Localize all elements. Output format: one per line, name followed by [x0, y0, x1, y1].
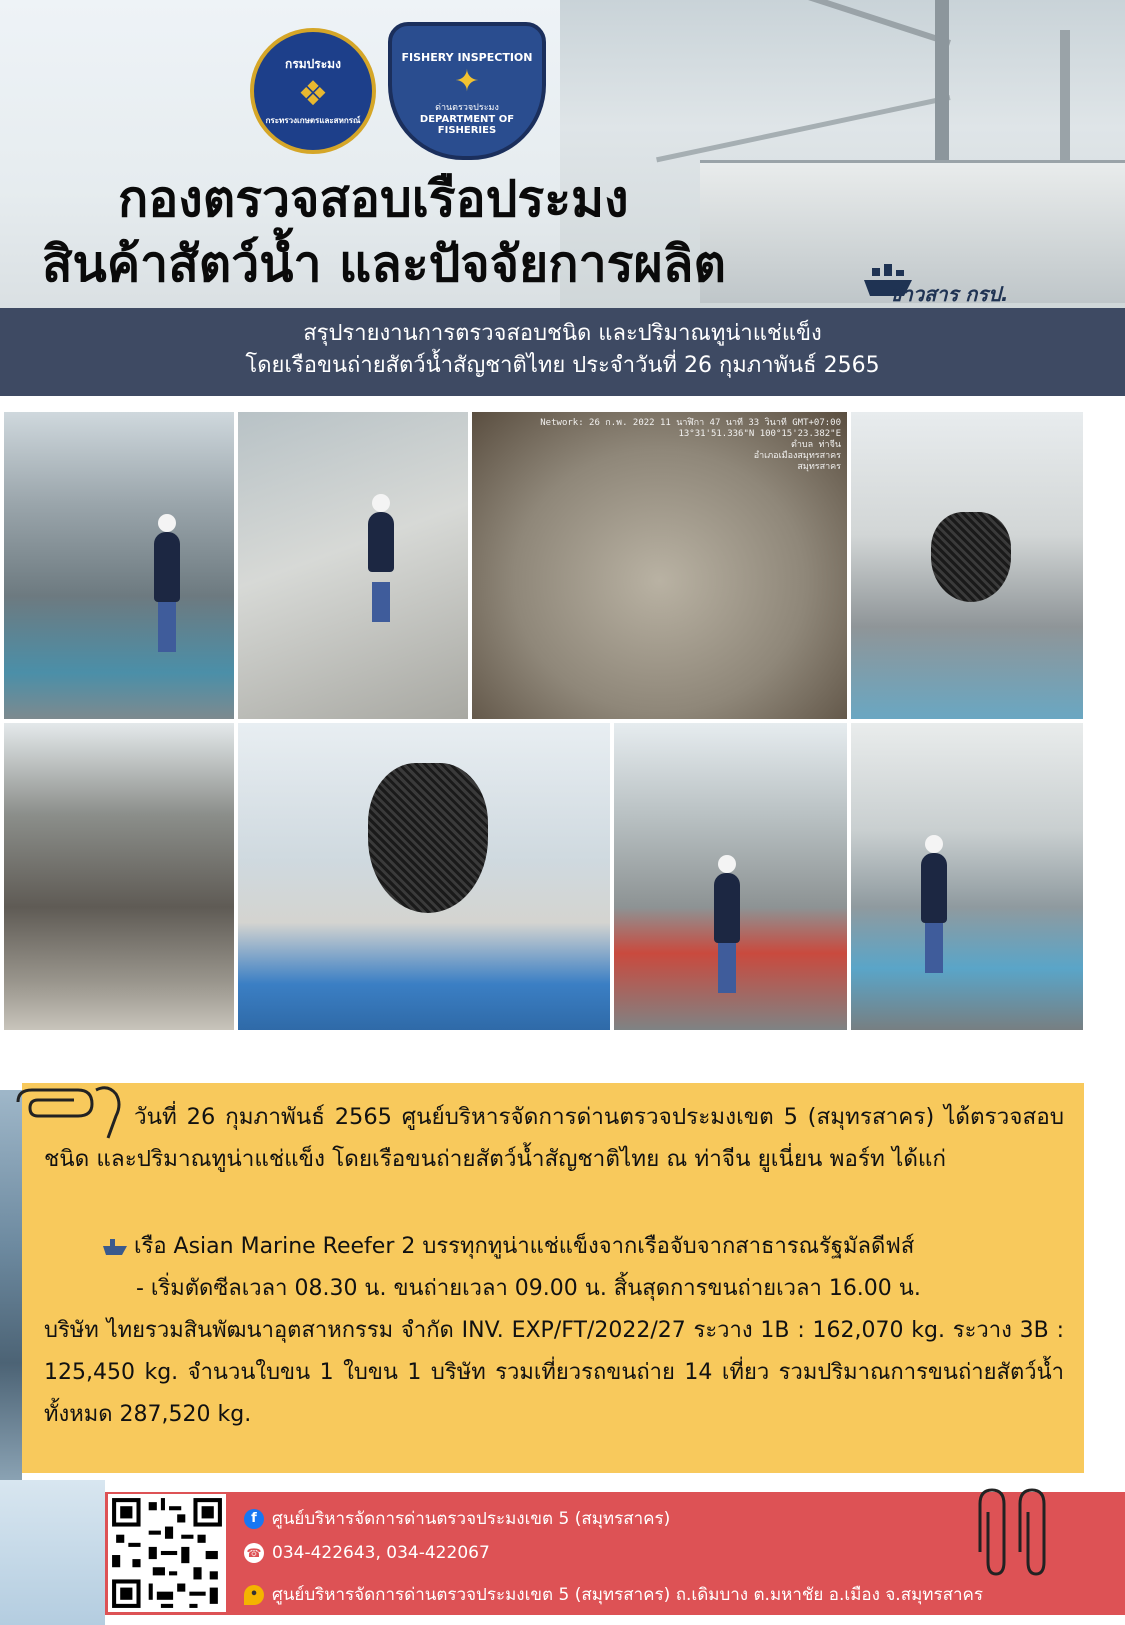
page-title-line-1: กองตรวจสอบเรือประมง [118, 170, 629, 228]
location-pin-icon: • [244, 1585, 264, 1605]
photo-tuna-net-unloading [851, 412, 1083, 719]
banner-line-2: โดยเรือขนถ่ายสัตว์น้ำสัญชาติไทย ประจำวันที่ 26 กุมภาพันธ์ 2565 [245, 353, 880, 378]
cargo-details: บริษัท ไทยรวมสินพัฒนาอุตสาหกรรม จำกัด INV. EXP/FT/2022/27 ระวาง 1B : 162,070 kg. ระวาง 3B : 125,450 kg. จำนวนใบขน 1 ใบขน 1 บริษัท รวมเที่ยวรถขนถ่าย 14 เที่ยว รวมปริมาณการขนถ่ายสัตว์น้ำทั้งหมด 287,520 kg. [44, 1318, 1064, 1427]
address-contact[interactable] [244, 1581, 983, 1608]
side-port-scene [0, 1090, 22, 1480]
summary-banner [0, 308, 1125, 396]
footer-side-image [0, 1480, 105, 1625]
phone-contact[interactable] [244, 1543, 490, 1563]
fishery-inspection-logo [388, 22, 546, 160]
facebook-text: ศูนย์บริหารจัดการด่านตรวจประมงเขต 5 (สมุทรสาคร) [272, 1509, 671, 1529]
photo-gps-stamp: Network: 26 ก.พ. 2022 11 นาฬิกา 47 นาที 33 วินาที GMT+07:00 13°31'51.336"N 100°15'23.382"E ตำบล ท่าจีน อำเภอเมืองสมุทรสาคร สมุทรสาคร [540, 418, 841, 472]
phone-icon: ☎ [244, 1543, 264, 1563]
logo-middle-text: ด่านตรวจประมง [435, 102, 499, 113]
emblem-icon: ❖ [297, 74, 329, 114]
logo-bottom-text: กระทรวงเกษตรและสหกรณ์ [265, 116, 361, 125]
photo-net-over-truck [238, 723, 610, 1030]
vessel-line-text: เรือ Asian Marine Reefer 2 บรรทุกทูน่าแช่แข็งจากเรือจับจากสาธารณรัฐมัลดีฟส์ [134, 1234, 915, 1259]
report-paragraph-1 [44, 1096, 1064, 1180]
photo-inspector-deck [238, 412, 468, 719]
inspector-figure [714, 873, 740, 943]
photo-frozen-tuna-hold [472, 412, 847, 719]
photo-inspector-pipe [851, 723, 1083, 1030]
logo-bottom-text: DEPARTMENT OF FISHERIES [419, 113, 515, 136]
report-paragraph-1-text: วันที่ 26 กุมภาพันธ์ 2565 ศูนย์บริหารจัดการด่านตรวจประมงเขต 5 (สมุทรสาคร) ได้ตรวจสอบชนิด และปริมาณทูน่าแช่แข็ง โดยเรือขนถ่ายสัตว์น้ำสัญชาติไทย ณ ท่าจีน ยูเนี่ยน พอร์ท ได้แก่ [44, 1104, 1064, 1172]
tuna-net [931, 512, 1011, 602]
page-title-line-2: สินค้าสัตว์น้ำ และปัจจัยการผลิต [42, 235, 726, 293]
department-of-fisheries-logo [250, 28, 376, 154]
photo-inspector-sealing [4, 412, 234, 719]
tuna-net [368, 763, 488, 913]
timing-line: - เริ่มตัดซีลเวลา 08.30 น. ขนถ่ายเวลา 09.00 น. สิ้นสุดการขนถ่ายเวลา 16.00 น. [136, 1276, 921, 1301]
paperclip-icon [968, 1482, 1068, 1582]
qr-code[interactable] [108, 1494, 226, 1612]
wings-emblem-icon: ✦ [454, 63, 480, 99]
banner-line-1: สรุปรายงานการตรวจสอบชนิด และปริมาณทูน่าแช่แข็ง [303, 321, 822, 346]
logo-top-text: FISHERY INSPECTION [401, 50, 533, 64]
logo-top-text: กรมประมง [285, 57, 341, 71]
inspector-figure [368, 512, 394, 572]
phone-text: 034-422643, 034-422067 [272, 1543, 490, 1563]
news-tag: ข่าวสาร กรป. [888, 282, 1009, 306]
ship-icon [102, 1238, 128, 1256]
photo-collage [0, 408, 1125, 1070]
inspector-figure [154, 532, 180, 602]
address-text: ศูนย์บริหารจัดการด่านตรวจประมงเขต 5 (สมุทรสาคร) ถ.เดิมบาง ต.มหาชัย อ.เมือง จ.สมุทรสาคร [272, 1585, 984, 1605]
photo-truck-seal-check [614, 723, 847, 1030]
report-paragraph-2 [44, 1226, 1064, 1436]
vessel-line [44, 1226, 1064, 1268]
facebook-icon: f [244, 1509, 264, 1529]
photo-cargo-hold [4, 723, 234, 1030]
facebook-contact[interactable] [244, 1505, 670, 1532]
inspector-figure [921, 853, 947, 923]
